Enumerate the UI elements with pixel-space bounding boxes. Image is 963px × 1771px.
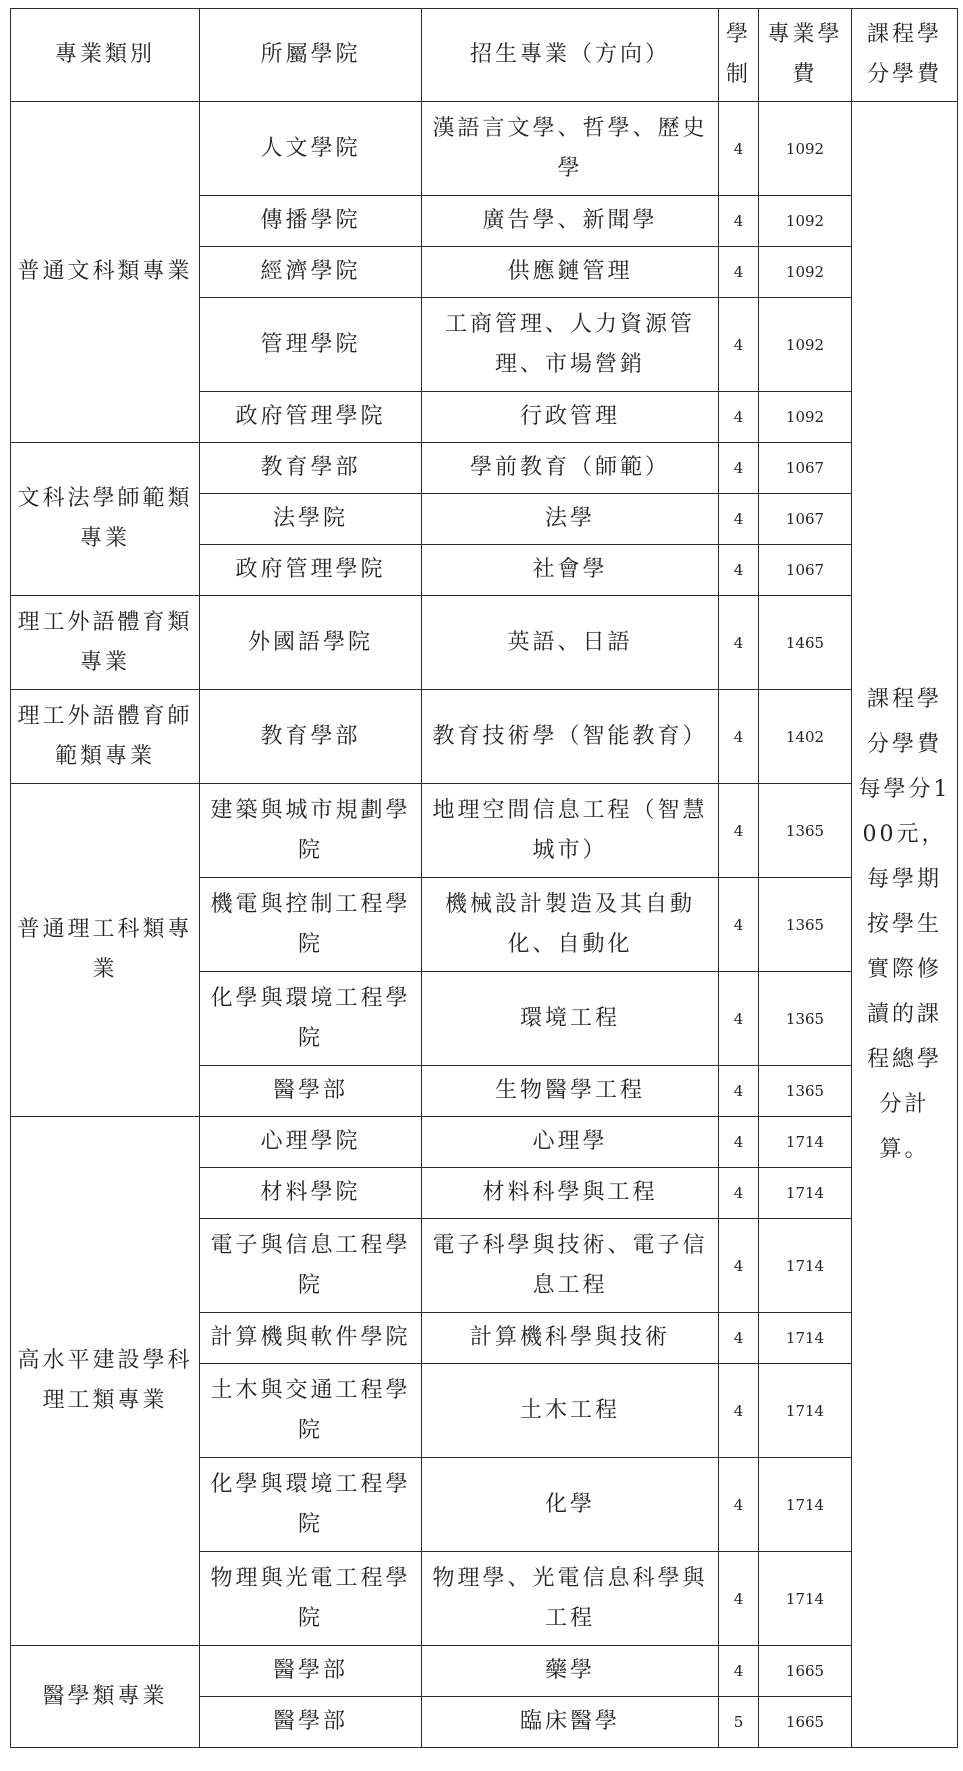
college-cell: 人文學院: [200, 102, 422, 196]
years-cell: 4: [719, 1552, 759, 1646]
table-row: [11, 690, 958, 784]
table-row: [11, 102, 958, 196]
college-cell: 政府管理學院: [200, 545, 422, 596]
major-fee-cell: 1365: [759, 878, 852, 972]
major-cell: 廣告學、新聞學: [422, 196, 719, 247]
college-cell: 建築與城市規劃學院: [200, 784, 422, 878]
credit-fee-note: 課程學分學費每學分100元，每學期按學生實際修讀的課程總學分計算。: [852, 102, 958, 1748]
major-fee-cell: 1365: [759, 1066, 852, 1117]
table-row: [11, 1646, 958, 1697]
major-cell: 英語、日語: [422, 596, 719, 690]
major-cell: 材料科學與工程: [422, 1168, 719, 1219]
years-cell: 4: [719, 196, 759, 247]
years-cell: 4: [719, 102, 759, 196]
years-cell: 4: [719, 1117, 759, 1168]
major-cell: 社會學: [422, 545, 719, 596]
college-cell: 計算機與軟件學院: [200, 1313, 422, 1364]
college-cell: 材料學院: [200, 1168, 422, 1219]
table-row: [11, 596, 958, 690]
college-cell: 土木與交通工程學院: [200, 1364, 422, 1458]
college-cell: 醫學部: [200, 1066, 422, 1117]
major-fee-cell: 1067: [759, 545, 852, 596]
category-cell: 普通文科類專業: [11, 102, 200, 443]
major-fee-cell: 1067: [759, 494, 852, 545]
major-fee-cell: 1665: [759, 1646, 852, 1697]
major-cell: 土木工程: [422, 1364, 719, 1458]
header-category: 專業類別: [11, 9, 200, 102]
college-cell: 化學與環境工程學院: [200, 1458, 422, 1552]
header-major: 招生專業（方向）: [422, 9, 719, 102]
college-cell: 化學與環境工程學院: [200, 972, 422, 1066]
table-row: [11, 443, 958, 494]
years-cell: 4: [719, 878, 759, 972]
major-cell: 藥學: [422, 1646, 719, 1697]
college-cell: 經濟學院: [200, 247, 422, 298]
major-cell: 工商管理、人力資源管理、市場營銷: [422, 298, 719, 392]
years-cell: 4: [719, 494, 759, 545]
major-fee-cell: 1714: [759, 1219, 852, 1313]
major-fee-cell: 1365: [759, 784, 852, 878]
header-credit-fee: 課程學分學費: [852, 9, 958, 102]
years-cell: 4: [719, 1458, 759, 1552]
category-cell: 理工外語體育類專業: [11, 596, 200, 690]
table-row: [11, 784, 958, 878]
years-cell: 4: [719, 1168, 759, 1219]
college-cell: 政府管理學院: [200, 392, 422, 443]
category-cell: 普通理工科類專業: [11, 784, 200, 1117]
years-cell: 4: [719, 545, 759, 596]
major-cell: 供應鏈管理: [422, 247, 719, 298]
college-cell: 醫學部: [200, 1646, 422, 1697]
major-cell: 教育技術學（智能教育）: [422, 690, 719, 784]
major-cell: 行政管理: [422, 392, 719, 443]
years-cell: 4: [719, 298, 759, 392]
major-fee-cell: 1365: [759, 972, 852, 1066]
major-cell: 地理空間信息工程（智慧城市）: [422, 784, 719, 878]
major-fee-cell: 1714: [759, 1364, 852, 1458]
header-college: 所屬學院: [200, 9, 422, 102]
major-fee-cell: 1092: [759, 102, 852, 196]
years-cell: 4: [719, 972, 759, 1066]
major-cell: 物理學、光電信息科學與工程: [422, 1552, 719, 1646]
major-fee-cell: 1714: [759, 1168, 852, 1219]
college-cell: 教育學部: [200, 443, 422, 494]
years-cell: 4: [719, 1313, 759, 1364]
major-fee-cell: 1092: [759, 298, 852, 392]
major-cell: 環境工程: [422, 972, 719, 1066]
college-cell: 機電與控制工程學院: [200, 878, 422, 972]
major-fee-cell: 1402: [759, 690, 852, 784]
major-cell: 計算機科學與技術: [422, 1313, 719, 1364]
category-cell: 理工外語體育師範類專業: [11, 690, 200, 784]
header-row: [11, 9, 958, 102]
years-cell: 4: [719, 1066, 759, 1117]
years-cell: 4: [719, 690, 759, 784]
major-fee-cell: 1714: [759, 1313, 852, 1364]
years-cell: 5: [719, 1697, 759, 1748]
table-row: [11, 1117, 958, 1168]
college-cell: 教育學部: [200, 690, 422, 784]
college-cell: 物理與光電工程學院: [200, 1552, 422, 1646]
major-fee-cell: 1714: [759, 1117, 852, 1168]
college-cell: 醫學部: [200, 1697, 422, 1748]
years-cell: 4: [719, 596, 759, 690]
category-cell: 醫學類專業: [11, 1646, 200, 1748]
major-fee-cell: 1092: [759, 196, 852, 247]
years-cell: 4: [719, 247, 759, 298]
college-cell: 心理學院: [200, 1117, 422, 1168]
college-cell: 法學院: [200, 494, 422, 545]
major-cell: 心理學: [422, 1117, 719, 1168]
major-fee-cell: 1092: [759, 247, 852, 298]
years-cell: 4: [719, 784, 759, 878]
major-fee-cell: 1092: [759, 392, 852, 443]
years-cell: 4: [719, 1646, 759, 1697]
major-cell: 化學: [422, 1458, 719, 1552]
major-cell: 臨床醫學: [422, 1697, 719, 1748]
major-fee-cell: 1714: [759, 1458, 852, 1552]
major-cell: 生物醫學工程: [422, 1066, 719, 1117]
years-cell: 4: [719, 392, 759, 443]
header-years: 學制: [719, 9, 759, 102]
college-cell: 電子與信息工程學院: [200, 1219, 422, 1313]
tuition-table: [10, 8, 958, 1748]
major-fee-cell: 1067: [759, 443, 852, 494]
major-cell: 學前教育（師範）: [422, 443, 719, 494]
major-fee-cell: 1714: [759, 1552, 852, 1646]
college-cell: 外國語學院: [200, 596, 422, 690]
major-fee-cell: 1665: [759, 1697, 852, 1748]
college-cell: 管理學院: [200, 298, 422, 392]
major-cell: 電子科學與技術、電子信息工程: [422, 1219, 719, 1313]
years-cell: 4: [719, 1219, 759, 1313]
header-major-fee: 專業學費: [759, 9, 852, 102]
major-cell: 機械設計製造及其自動化、自動化: [422, 878, 719, 972]
major-cell: 法學: [422, 494, 719, 545]
table-body: [11, 102, 958, 1748]
years-cell: 4: [719, 443, 759, 494]
college-cell: 傳播學院: [200, 196, 422, 247]
category-cell: 文科法學師範類專業: [11, 443, 200, 596]
years-cell: 4: [719, 1364, 759, 1458]
major-fee-cell: 1465: [759, 596, 852, 690]
category-cell: 高水平建設學科理工類專業: [11, 1117, 200, 1646]
major-cell: 漢語言文學、哲學、歷史學: [422, 102, 719, 196]
